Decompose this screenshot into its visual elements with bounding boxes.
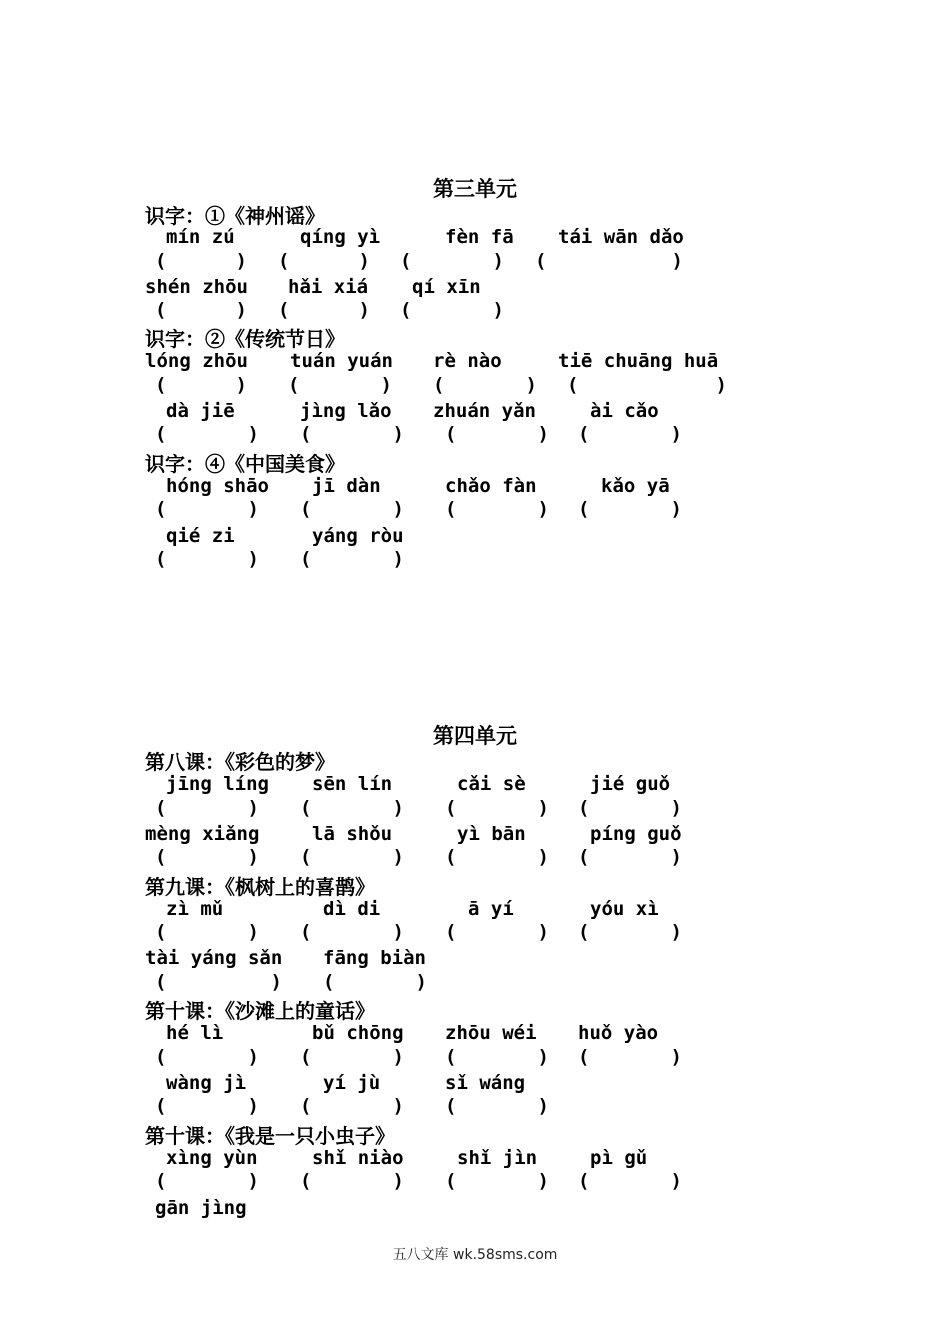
pinyin-word: píng guǒ xyxy=(590,823,682,845)
pinyin-word: chǎo fàn xyxy=(445,475,537,497)
answer-blank[interactable]: ( ) xyxy=(288,374,392,396)
answer-blank[interactable]: ( ) xyxy=(155,423,259,445)
pinyin-word: tái wān dǎo xyxy=(558,226,684,248)
answer-blank[interactable]: ( ) xyxy=(567,374,727,396)
lesson-title: 第九课：《枫树上的喜鹊》 xyxy=(145,875,375,899)
pinyin-word: hǎi xiá xyxy=(288,276,369,298)
answer-blank[interactable]: ( ) xyxy=(155,250,247,272)
answer-blank[interactable]: ( ) xyxy=(155,548,259,570)
answer-blank[interactable]: ( ) xyxy=(445,423,549,445)
answer-blank[interactable]: ( ) xyxy=(445,1046,549,1068)
answer-blank[interactable]: ( ) xyxy=(535,250,683,272)
pinyin-word: rè nào xyxy=(433,350,502,372)
footer-watermark: 五八文库 wk.58sms.com xyxy=(392,1247,558,1263)
lesson-title: 识字：①《神州谣》 xyxy=(145,204,325,228)
pinyin-word: dì di xyxy=(323,898,381,920)
answer-blank[interactable]: ( ) xyxy=(278,250,370,272)
pinyin-word: jìng lǎo xyxy=(300,400,392,422)
pinyin-word: ài cǎo xyxy=(590,400,659,422)
answer-blank[interactable]: ( ) xyxy=(578,1170,682,1192)
answer-blank[interactable]: ( ) xyxy=(578,498,682,520)
answer-blank[interactable]: ( ) xyxy=(300,423,404,445)
pinyin-word: wàng jì xyxy=(166,1072,247,1094)
pinyin-word: gān jìng xyxy=(155,1197,247,1219)
pinyin-word: zhuán yǎn xyxy=(433,400,536,422)
pinyin-word: yóu xì xyxy=(590,898,659,920)
unit-title: 第三单元 xyxy=(433,176,517,201)
pinyin-word: jié guǒ xyxy=(590,773,671,795)
answer-blank[interactable]: ( ) xyxy=(300,1046,404,1068)
pinyin-word: mín zú xyxy=(166,226,235,248)
answer-blank[interactable]: ( ) xyxy=(400,299,504,321)
answer-blank[interactable]: ( ) xyxy=(155,797,259,819)
pinyin-word: zhōu wéi xyxy=(445,1022,537,1044)
pinyin-word: jī dàn xyxy=(312,475,381,497)
pinyin-word: shǐ niào xyxy=(312,1147,404,1169)
pinyin-word: tiē chuāng huā xyxy=(558,350,719,372)
pinyin-word: lā shǒu xyxy=(312,823,393,845)
pinyin-word: shén zhōu xyxy=(145,276,248,298)
answer-blank[interactable]: ( ) xyxy=(300,1170,404,1192)
answer-blank[interactable]: ( ) xyxy=(155,921,259,943)
answer-blank[interactable]: ( ) xyxy=(300,797,404,819)
pinyin-word: mèng xiǎng xyxy=(145,823,260,845)
pinyin-word: fèn fā xyxy=(445,226,514,248)
answer-blank[interactable]: ( ) xyxy=(578,797,682,819)
pinyin-word: kǎo yā xyxy=(601,475,670,497)
lesson-title: 第十课：《沙滩上的童话》 xyxy=(145,999,375,1023)
pinyin-word: cǎi sè xyxy=(457,773,526,795)
answer-blank[interactable]: ( ) xyxy=(300,498,404,520)
answer-blank[interactable]: ( ) xyxy=(445,1095,549,1117)
lesson-title: 识字：④《中国美食》 xyxy=(145,452,345,476)
answer-blank[interactable]: ( ) xyxy=(155,971,282,993)
answer-blank[interactable]: ( ) xyxy=(445,846,549,868)
pinyin-word: tài yáng sǎn xyxy=(145,947,283,969)
answer-blank[interactable]: ( ) xyxy=(300,921,404,943)
answer-blank[interactable]: ( ) xyxy=(155,1170,259,1192)
answer-blank[interactable]: ( ) xyxy=(300,846,404,868)
lesson-title: 识字：②《传统节日》 xyxy=(145,327,345,351)
pinyin-word: bǔ chōng xyxy=(312,1022,404,1044)
answer-blank[interactable]: ( ) xyxy=(433,374,537,396)
pinyin-word: qié zi xyxy=(166,525,235,547)
pinyin-word: qíng yì xyxy=(300,226,381,248)
answer-blank[interactable]: ( ) xyxy=(155,498,259,520)
answer-blank[interactable]: ( ) xyxy=(578,1046,682,1068)
answer-blank[interactable]: ( ) xyxy=(155,1046,259,1068)
answer-blank[interactable]: ( ) xyxy=(400,250,504,272)
pinyin-word: sǐ wáng xyxy=(445,1072,526,1094)
lesson-title: 第八课：《彩色的梦》 xyxy=(145,750,335,774)
pinyin-word: shǐ jìn xyxy=(457,1147,538,1169)
answer-blank[interactable]: ( ) xyxy=(445,1170,549,1192)
pinyin-word: yì bān xyxy=(457,823,526,845)
pinyin-word: hé lì xyxy=(166,1022,224,1044)
answer-blank[interactable]: ( ) xyxy=(155,299,247,321)
pinyin-word: sēn lín xyxy=(312,773,393,795)
answer-blank[interactable]: ( ) xyxy=(445,797,549,819)
pinyin-word: tuán yuán xyxy=(290,350,393,372)
answer-blank[interactable]: ( ) xyxy=(578,846,682,868)
lesson-title: 第十课：《我是一只小虫子》 xyxy=(145,1124,395,1148)
pinyin-word: pì gǔ xyxy=(590,1147,648,1169)
answer-blank[interactable]: ( ) xyxy=(578,921,682,943)
unit-title: 第四单元 xyxy=(433,723,517,748)
pinyin-word: zì mǔ xyxy=(166,898,224,920)
pinyin-word: hóng shāo xyxy=(166,475,269,497)
pinyin-word: xìng yùn xyxy=(166,1147,258,1169)
answer-blank[interactable]: ( ) xyxy=(278,299,370,321)
answer-blank[interactable]: ( ) xyxy=(445,921,549,943)
pinyin-word: ā yí xyxy=(468,898,514,920)
pinyin-word: yáng ròu xyxy=(312,525,404,547)
answer-blank[interactable]: ( ) xyxy=(155,846,259,868)
answer-blank[interactable]: ( ) xyxy=(155,374,247,396)
pinyin-word: yí jù xyxy=(323,1072,381,1094)
pinyin-word: qí xīn xyxy=(412,276,481,298)
pinyin-word: jīng líng xyxy=(166,773,269,795)
pinyin-word: dà jiē xyxy=(166,400,235,422)
pinyin-word: fāng biàn xyxy=(323,947,426,969)
pinyin-word: huǒ yào xyxy=(578,1022,659,1044)
answer-blank[interactable]: ( ) xyxy=(300,548,404,570)
answer-blank[interactable]: ( ) xyxy=(300,1095,404,1117)
answer-blank[interactable]: ( ) xyxy=(578,423,682,445)
answer-blank[interactable]: ( ) xyxy=(445,498,549,520)
answer-blank[interactable]: ( ) xyxy=(155,1095,259,1117)
pinyin-word: lóng zhōu xyxy=(145,350,248,372)
answer-blank[interactable]: ( ) xyxy=(323,971,427,993)
